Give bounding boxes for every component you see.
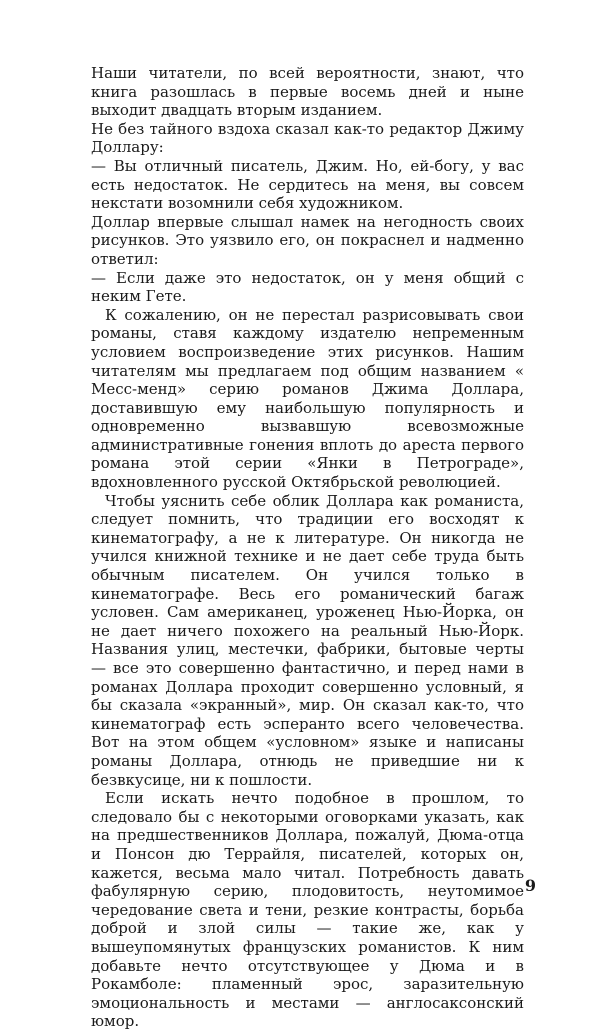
body-text — [91, 64, 524, 1031]
dialogue-line: — Вы отличный писатель, Джим. Но, ей-богу, у вас есть недостаток. Не сердитесь на меня, вы совсем некстати возомнили себя художником. — [91, 156, 524, 213]
paragraph: Наши читатели, по всей вероятности, знают, что книга разошлась в первые восемь дней и ныне выходит двадцать вторым изданием. — [91, 64, 524, 120]
paragraph: Не без тайного вздоха сказал как-то редактор Джиму Доллару: — [91, 119, 524, 157]
page-number: 9 — [524, 876, 536, 895]
paragraph: К сожалению, он не перестал разрисовывать свои романы, ставя каждому издателю непременным условием воспроизведение этих рисунков. Нашим читателям мы предлагаем под общим названием « Месс-менд» серию романов Джима Доллара, доставившую ему наибольшую популярность и одновременно вызвавшую всевозможные административные гонения вплоть до ареста первого романа этой серии «Янки в Петрограде», вдохновленного русской Октябрьской революцией. — [91, 305, 524, 492]
paragraph: Если искать нечто подобное в прошлом, то следовало бы с некоторыми оговорками указать, как на предшественников Доллара, пожалуй, Дюма-отца и Понсон дю Террайля, писателей, которых он, кажется, весьма мало читал. Потребность давать фабулярную серию, плодовитость, неутомимое чередование света и тени, резкие контрасты, борьба доброй и злой силы — такие же, как у вышеупомянутых французских романистов. К ним добавьте нечто отсутствующее у Дюма и в Рокамболе: пламенный эрос, заразительную эмоциональность и местами — англосаксонский юмор. — [91, 789, 524, 1031]
paragraph: Доллар впервые слышал намек на негодность своих рисунков. Это уязвило его, он покраснел и надменно ответил: — [91, 212, 524, 268]
paragraph: Чтобы уяснить себе облик Доллара как романиста, следует помнить, что традиции его восходят к кинематографу, а не к литературе. Он никогда не учился книжной технике и не дает себе труда быть обычным писателем. Он учился только в кинематографе. Весь его романический багаж условен. Сам американец, уроженец Нью-Йорка, он не дает ничего похожего на реальный Нью-Йорк. Названия улиц, местечки, фабрики, бытовые черты — все это совершенно фантастично, и перед нами в романах Доллара проходит совершенно условный, я бы сказала «экранный», мир. Он сказал как-то, что кинематограф есть эсперанто всего человечества. Вот на этом общем «условном» языке и написаны романы Доллара, отнюдь не приведшие ни к безвкусице, ни к пошлости. — [91, 491, 524, 789]
dialogue-line: — Если даже это недостаток, он у меня общий с неким Гете. — [91, 268, 524, 306]
